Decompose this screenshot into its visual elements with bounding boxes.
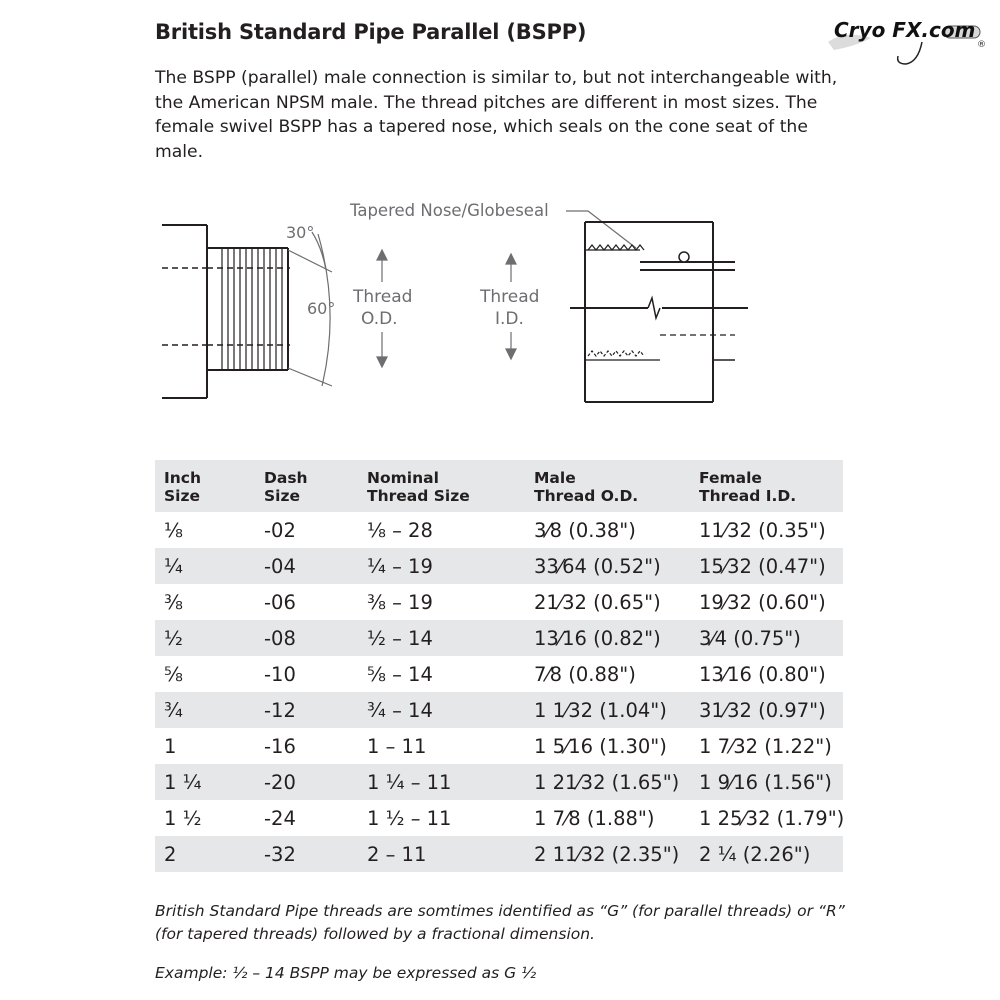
- cell-female-thread-id: 19⁄32 (0.60"): [699, 590, 826, 614]
- table-row: [155, 548, 843, 584]
- table-row: [155, 836, 843, 872]
- cell-dash-size: -16: [264, 734, 296, 758]
- cell-inch-size: ¼: [155, 548, 255, 584]
- logo-wordmark: Cryo FX.com: [834, 18, 976, 42]
- header-nominal-thread-size: Nominal Thread Size: [358, 460, 525, 512]
- cell-male-thread-od: 2 11⁄32 (2.35"): [525, 836, 690, 872]
- cell-dash-size: -20: [255, 764, 358, 800]
- example-note: Example: ½ – 14 BSPP may be expressed as G ½: [155, 964, 537, 982]
- cell-nominal-thread-size: ¼ – 19: [358, 548, 525, 584]
- table-row: [155, 728, 843, 764]
- thread-id-label-line2: I.D.: [495, 309, 524, 329]
- cell-nominal-thread-size: 1 ¼ – 11: [358, 764, 525, 800]
- bspp-spec-table: [155, 460, 843, 872]
- bspp-fitting-diagram: [0, 190, 1000, 450]
- cell-nominal-thread-size: ¾ – 14: [358, 692, 525, 728]
- table-row: [155, 584, 843, 620]
- angle-60-label: 60°: [307, 299, 336, 318]
- tapered-nose-label: Tapered Nose/Globeseal: [350, 201, 549, 220]
- thread-od-label-line2: O.D.: [361, 309, 398, 329]
- thread-id-label-line1: Thread: [480, 287, 540, 307]
- cell-dash-size: -32: [255, 836, 358, 872]
- cell-inch-size: ¾: [155, 692, 255, 728]
- table-row: [155, 512, 843, 548]
- logo-registered-mark: ®: [977, 40, 986, 50]
- table-row: [155, 656, 843, 692]
- cell-inch-size: 1 ½: [164, 806, 202, 830]
- cell-inch-size: ⅝: [164, 662, 183, 686]
- cell-inch-size: ⅜: [164, 590, 183, 614]
- cell-nominal-thread-size: ⅝ – 14: [367, 662, 433, 686]
- male-fitting: [162, 225, 290, 398]
- cell-female-thread-id: 3⁄4 (0.75"): [690, 620, 843, 656]
- cell-nominal-thread-size: ½ – 14: [358, 620, 525, 656]
- intro-paragraph: The BSPP (parallel) male connection is similar to, but not interchangeable with, the American NPSM male. The thread pitches are different in most sizes. The female swivel BSPP has a tapered nose, which seals on the cone seat of the male.: [155, 68, 838, 162]
- table-row: [155, 692, 843, 728]
- cryofx-logo: [826, 12, 988, 72]
- table-row: [155, 620, 843, 656]
- cell-female-thread-id: 2 ¼ (2.26"): [690, 836, 843, 872]
- cell-male-thread-od: 7⁄8 (0.88"): [534, 662, 636, 686]
- cell-nominal-thread-size: 2 – 11: [358, 836, 525, 872]
- table-header-row: [155, 460, 843, 512]
- cell-nominal-thread-size: ⅜ – 19: [367, 590, 433, 614]
- cell-dash-size: -08: [255, 620, 358, 656]
- cell-inch-size: ⅛: [164, 518, 183, 542]
- cell-male-thread-od: 3⁄8 (0.38"): [534, 518, 636, 542]
- cell-inch-size: 2: [155, 836, 255, 872]
- cell-inch-size: ½: [155, 620, 255, 656]
- cell-dash-size: -10: [264, 662, 296, 686]
- cell-male-thread-od: 13⁄16 (0.82"): [525, 620, 690, 656]
- tapered-nose-leader: [566, 211, 636, 248]
- cell-nominal-thread-size: ⅛ – 28: [367, 518, 433, 542]
- cell-nominal-thread-size: 1 ½ – 11: [367, 806, 452, 830]
- cell-male-thread-od: 33⁄64 (0.52"): [525, 548, 690, 584]
- cell-inch-size: 1: [164, 734, 177, 758]
- page-title: British Standard Pipe Parallel (BSPP): [155, 20, 587, 44]
- cell-male-thread-od: 1 5⁄16 (1.30"): [534, 734, 667, 758]
- cell-female-thread-id: 1 7⁄32 (1.22"): [699, 734, 832, 758]
- cell-female-thread-id: 13⁄16 (0.80"): [699, 662, 826, 686]
- table-row: [155, 764, 843, 800]
- table-row: [155, 800, 843, 836]
- angle-30-label: 30°: [286, 223, 315, 242]
- cell-female-thread-id: 1 9⁄16 (1.56"): [690, 764, 843, 800]
- cell-nominal-thread-size: 1 – 11: [367, 734, 427, 758]
- header-inch-size: Inch Size: [155, 460, 255, 512]
- cell-male-thread-od: 1 21⁄32 (1.65"): [525, 764, 690, 800]
- cell-male-thread-od: 1 7⁄8 (1.88"): [534, 806, 655, 830]
- cell-dash-size: -06: [264, 590, 296, 614]
- cell-female-thread-id: 11⁄32 (0.35"): [699, 518, 826, 542]
- header-dash-size: Dash Size: [255, 460, 358, 512]
- cell-dash-size: -12: [255, 692, 358, 728]
- header-female-thread-id: Female Thread I.D.: [690, 460, 843, 512]
- cell-female-thread-id: 15⁄32 (0.47"): [690, 548, 843, 584]
- cell-female-thread-id: 31⁄32 (0.97"): [690, 692, 843, 728]
- logo-hose: [898, 42, 922, 64]
- cell-dash-size: -24: [264, 806, 296, 830]
- nut-thread-teeth: [588, 245, 644, 356]
- cell-male-thread-od: 1 1⁄32 (1.04"): [525, 692, 690, 728]
- cell-female-thread-id: 1 25⁄32 (1.79"): [699, 806, 845, 830]
- thread-od-label-line1: Thread: [353, 287, 413, 307]
- thread-designation-note: British Standard Pipe threads are somtimes identified as “G” (for parallel threads) or “R” (for tapered threads) followed by a fractional dimension.: [155, 902, 845, 943]
- cell-dash-size: -02: [264, 518, 296, 542]
- cell-male-thread-od: 21⁄32 (0.65"): [534, 590, 661, 614]
- header-male-thread-od: Male Thread O.D.: [525, 460, 690, 512]
- cell-dash-size: -04: [255, 548, 358, 584]
- cell-inch-size: 1 ¼: [155, 764, 255, 800]
